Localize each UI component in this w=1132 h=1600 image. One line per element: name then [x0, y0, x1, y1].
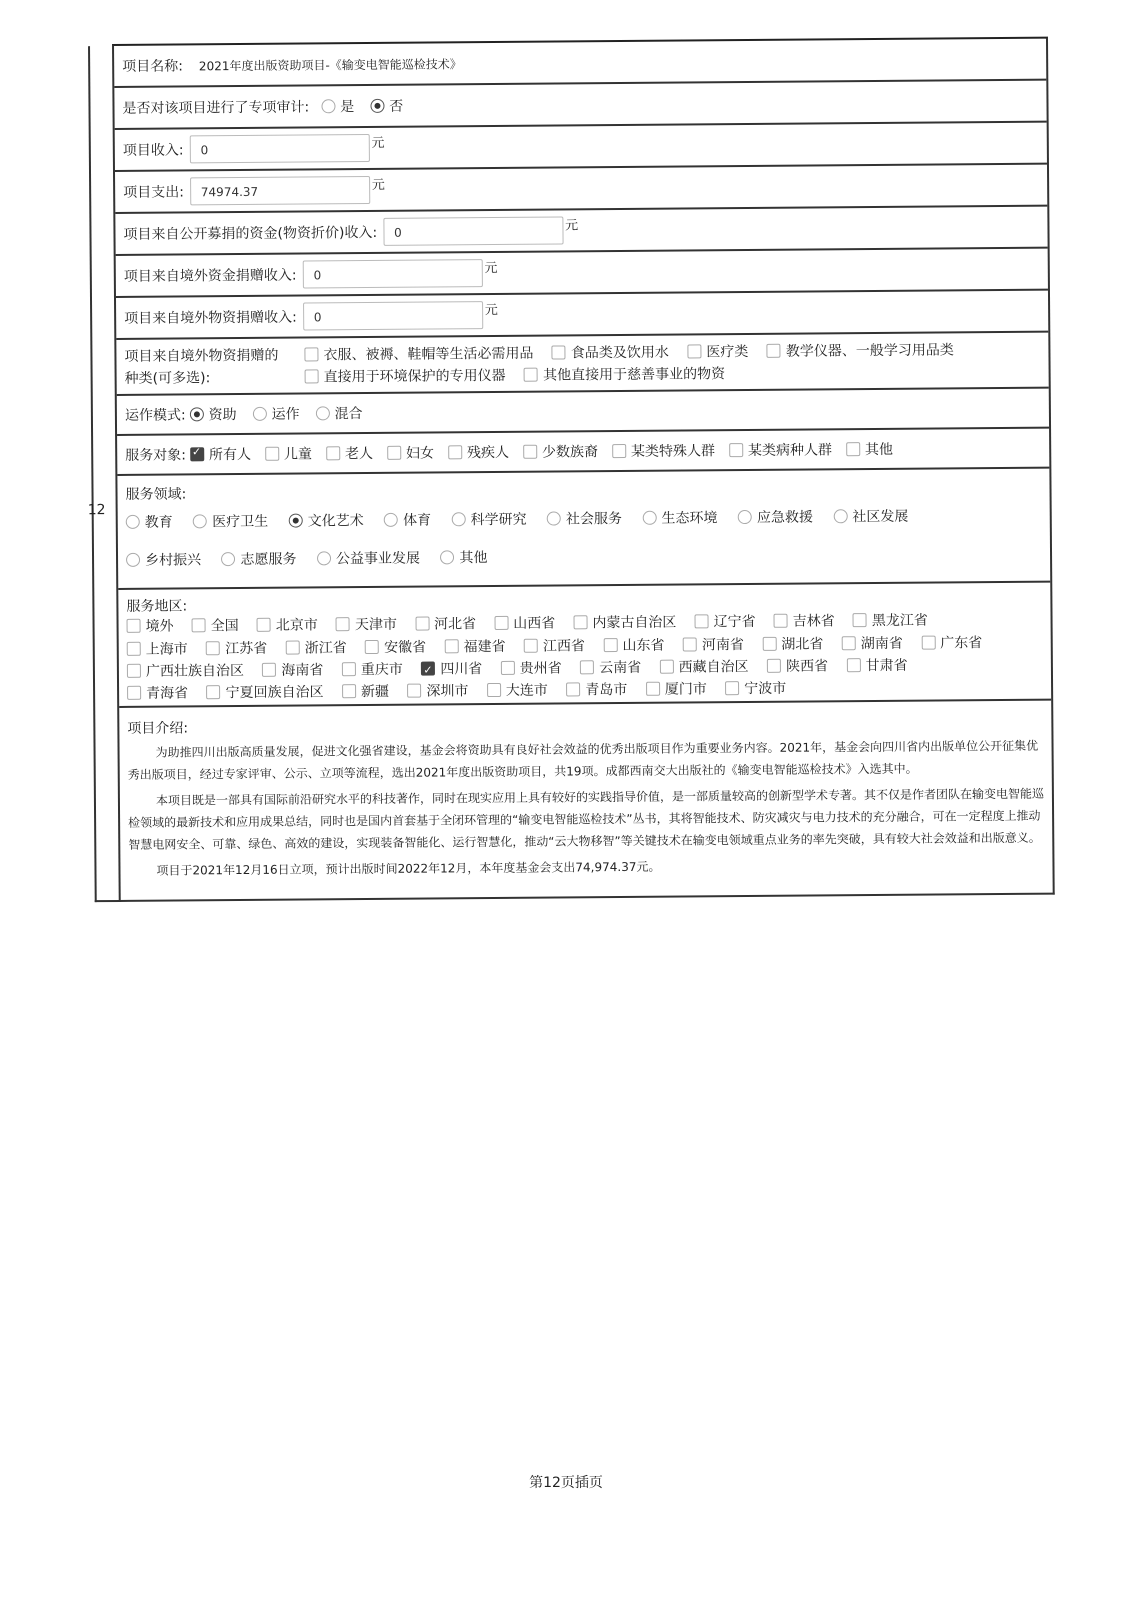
region-option: 吉林省 — [792, 613, 835, 630]
service-target-option: 某类特殊人群 — [630, 443, 715, 460]
service-target-checkbox[interactable] — [846, 442, 860, 456]
income-row — [115, 123, 1047, 172]
region-option: 山东省 — [622, 637, 665, 655]
intro-paragraph-1: 为助推四川出版高质量发展，促进文化强省建设，基金会将资助具有良好社会效益的优秀出版项目作为重要业务内容。2021年，基金会向四川省内出版单位公开征集优秀出版项目，经过专家评审、公示、立项等流程，选出2021年度出版资助项目，共19项。成都西南交大出版社的《输变电智能巡检技术》入选其中。 — [127, 738, 1039, 782]
region-checkbox[interactable] — [415, 617, 429, 631]
region-checkbox[interactable] — [842, 636, 856, 650]
region-option: 境外 — [145, 618, 174, 635]
service-field-radio[interactable] — [642, 511, 656, 525]
operation-mode-radio[interactable] — [316, 406, 330, 420]
region-option: 四川省 — [440, 661, 483, 678]
region-checkbox[interactable] — [524, 639, 538, 653]
goods-type-checkbox[interactable] — [524, 368, 538, 382]
region-checkbox[interactable] — [257, 618, 271, 632]
income-input[interactable]: 0 — [189, 134, 369, 163]
service-field-radio[interactable] — [738, 510, 752, 524]
goods-type-label-line1: 项目来自境外物资捐赠的 — [124, 347, 279, 365]
region-option: 广东省 — [940, 635, 983, 652]
operation-mode-radio[interactable] — [190, 407, 204, 421]
public-fund-label: 项目来自公开募捐的资金(物资折价)收入: — [123, 224, 378, 243]
service-field-option: 应急救援 — [756, 509, 813, 526]
region-checkbox[interactable] — [206, 685, 220, 699]
foreign-goods-label: 项目来自境外物资捐赠收入: — [124, 309, 297, 327]
intro-paragraph-2: 本项目既是一部具有国际前沿研究水平的科技著作，同时在现实应用上具有较好的实践指导价值，是一部质量较高的创新型学术专著。其不仅是作者团队在输变电智能巡检领域的最新技术和应用成果总结，同时也是国内首套基于全闭环管理的“输变电智能巡检技术”丛书，其将智能技术、防灾减灾与电力技术的充分融合，可在一定程度上推动智慧电网安全、可靠、绿色、高效的建设，实现装备智能化、运行智慧化，推动“云大物移智”等关键技术在输变电领域重点业务的率先突破，具有较大社会效益和出版意义。 — [128, 786, 1044, 852]
service-field-radio[interactable] — [452, 512, 466, 526]
intro-paragraph-3: 项目于2021年12月16日立项，预计出版时间2022年12月，本年度基金会支出74,974.37元。 — [156, 859, 661, 878]
service-field-option: 教育 — [144, 514, 173, 531]
region-option: 深圳市 — [426, 683, 469, 700]
service-field-option: 公益事业发展 — [335, 550, 421, 568]
operation-mode-label: 运作模式: — [124, 407, 186, 424]
foreign-fund-label: 项目来自境外资金捐赠收入: — [123, 267, 297, 285]
region-checkbox[interactable] — [725, 681, 739, 695]
region-checkbox[interactable] — [487, 683, 501, 697]
region-option: 青岛市 — [585, 681, 628, 699]
expense-unit: 元 — [371, 177, 385, 193]
region-checkbox[interactable] — [192, 618, 206, 632]
operation-mode-radio[interactable] — [253, 407, 267, 421]
intro-label: 项目介绍: — [127, 720, 189, 737]
region-checkbox[interactable] — [921, 636, 935, 650]
public-fund-row — [115, 207, 1047, 256]
region-option: 重庆市 — [360, 661, 403, 679]
service-field-radio[interactable] — [193, 514, 207, 528]
service-field-radio[interactable] — [317, 551, 331, 565]
goods-type-label-line2: 种类(可多选): — [124, 370, 211, 387]
region-option: 西藏自治区 — [678, 659, 749, 676]
service-target-checkbox[interactable] — [387, 446, 401, 460]
foreign-fund-input[interactable]: 0 — [302, 259, 482, 288]
operation-mode-option: 混合 — [334, 406, 363, 423]
region-checkbox[interactable] — [262, 663, 276, 677]
operation-mode-option: 运作 — [271, 406, 300, 423]
region-option: 海南省 — [281, 662, 324, 679]
region-option: 江西省 — [542, 638, 586, 655]
region-checkbox[interactable] — [603, 638, 617, 652]
region-checkbox[interactable] — [206, 641, 220, 655]
region-option: 湖南省 — [860, 635, 903, 653]
row-number: 12 — [87, 502, 106, 519]
goods-type-checkbox[interactable] — [767, 344, 781, 358]
region-checkbox[interactable] — [501, 661, 515, 675]
service-field-option: 其他 — [459, 550, 488, 567]
audit-no-label: 否 — [389, 98, 404, 115]
goods-type-option: 直接用于环境保护的专用仪器 — [323, 367, 506, 386]
region-checkbox[interactable] — [127, 686, 141, 700]
goods-type-option: 其他直接用于慈善事业的物资 — [543, 366, 726, 384]
operation-mode-option: 资助 — [208, 407, 237, 424]
region-option: 湖北省 — [781, 636, 824, 653]
service-target-option: 残疾人 — [466, 444, 510, 462]
region-checkbox[interactable] — [580, 660, 594, 674]
page-footer: 第12页插页 — [529, 1475, 603, 1491]
service-field-option: 乡村振兴 — [144, 552, 202, 569]
service-target-option: 老人 — [344, 445, 374, 463]
service-field-radio[interactable] — [289, 514, 303, 528]
region-checkbox[interactable] — [444, 639, 458, 653]
service-target-option: 少数族裔 — [541, 444, 599, 461]
income-unit: 元 — [371, 135, 385, 151]
region-option: 全国 — [210, 618, 239, 635]
service-target-option: 其他 — [864, 441, 893, 459]
income-label: 项目收入: — [122, 142, 184, 159]
region-checkbox[interactable] — [494, 616, 508, 630]
service-field-radio[interactable] — [126, 553, 140, 567]
expense-label: 项目支出: — [123, 184, 184, 201]
region-checkbox[interactable] — [127, 664, 141, 678]
region-checkbox[interactable] — [342, 684, 356, 698]
region-option: 上海市 — [145, 641, 188, 658]
region-checkbox[interactable] — [646, 682, 660, 696]
region-option: 河北省 — [434, 616, 477, 633]
region-checkbox[interactable] — [694, 614, 708, 628]
expense-input[interactable]: 74974.37 — [190, 176, 370, 205]
service-field-radio[interactable] — [126, 515, 140, 529]
region-option: 内蒙古自治区 — [592, 614, 677, 632]
goods-type-checkbox[interactable] — [304, 347, 318, 361]
service-field-option: 科学研究 — [470, 511, 527, 529]
region-checkbox[interactable] — [127, 642, 141, 656]
region-checkbox[interactable] — [660, 660, 674, 674]
region-checkbox[interactable] — [683, 637, 697, 651]
region-checkbox[interactable] — [336, 617, 350, 631]
service-target-option: 儿童 — [283, 446, 313, 463]
service-target-checkbox[interactable] — [612, 444, 626, 458]
service-field-option: 生态环境 — [661, 510, 718, 527]
region-checkbox[interactable] — [573, 615, 587, 629]
service-field-radio[interactable] — [221, 552, 235, 566]
service-field-option: 志愿服务 — [240, 551, 297, 569]
goods-type-option: 教学仪器、一般学习用品类 — [785, 342, 954, 360]
public-fund-unit: 元 — [565, 218, 579, 234]
foreign-goods-input[interactable]: 0 — [303, 301, 483, 330]
service-field-option: 体育 — [403, 512, 432, 529]
service-field-label: 服务领域: — [125, 486, 187, 503]
region-option: 宁夏回族自治区 — [225, 684, 324, 702]
region-option: 云南省 — [599, 659, 642, 677]
region-checkbox[interactable] — [342, 662, 356, 676]
region-option: 江苏省 — [225, 640, 268, 658]
project-name-row — [114, 39, 1046, 88]
service-target-checkbox[interactable] — [729, 443, 743, 457]
service-field-option: 文化艺术 — [307, 513, 364, 530]
region-option: 福建省 — [463, 638, 506, 656]
region-option: 安徽省 — [384, 639, 427, 656]
foreign-fund-unit: 元 — [484, 260, 498, 277]
service-field-option: 社区发展 — [852, 508, 909, 526]
goods-type-option: 医疗类 — [706, 344, 749, 361]
service-target-option: 妇女 — [405, 445, 435, 462]
goods-type-option: 食品类及饮用水 — [570, 344, 669, 362]
region-option: 新疆 — [360, 683, 390, 701]
region-checkbox[interactable] — [566, 682, 580, 696]
region-option: 天津市 — [354, 616, 398, 634]
foreign-fund-row — [116, 249, 1048, 298]
audit-yes-label: 是 — [340, 99, 355, 116]
service-field-options-row2 — [114, 543, 1042, 570]
service-target-checkbox[interactable] — [326, 446, 340, 460]
region-option: 黑龙江省 — [871, 612, 928, 630]
region-option: 北京市 — [275, 617, 318, 634]
service-target-checkbox[interactable] — [190, 447, 204, 461]
foreign-goods-unit: 元 — [484, 302, 498, 319]
service-field-row — [117, 469, 1050, 590]
service-field-option: 社会服务 — [565, 511, 623, 528]
audit-no-radio[interactable] — [370, 99, 384, 113]
project-intro — [119, 701, 1052, 900]
region-option: 贵州省 — [519, 660, 562, 677]
expense-row — [115, 165, 1047, 214]
foreign-goods-row — [116, 291, 1048, 340]
service-field-radio[interactable] — [547, 511, 561, 525]
goods-type-checkbox[interactable] — [687, 344, 701, 358]
service-field-radio[interactable] — [833, 509, 847, 523]
goods-type-option: 衣服、被褥、鞋帽等生活必需用品 — [323, 345, 534, 364]
region-option: 辽宁省 — [713, 613, 756, 631]
goods-type-options-row2 — [295, 361, 959, 388]
service-target-option: 所有人 — [208, 446, 252, 464]
region-checkbox[interactable] — [853, 613, 867, 627]
service-field-options-row1 — [114, 505, 1042, 532]
goods-type-label — [124, 345, 294, 390]
region-checkbox[interactable] — [407, 684, 421, 698]
region-option: 厦门市 — [664, 681, 707, 698]
service-target-checkbox[interactable] — [523, 445, 537, 459]
audit-row — [114, 81, 1046, 130]
service-target-checkbox[interactable] — [265, 447, 279, 461]
service-target-label: 服务对象: — [125, 447, 187, 464]
goods-type-row — [116, 333, 1048, 396]
goods-type-checkbox[interactable] — [552, 345, 566, 359]
audit-label: 是否对该项目进行了专项审计: — [122, 99, 310, 117]
region-checkbox[interactable] — [774, 614, 788, 628]
region-option: 宁波市 — [744, 680, 787, 698]
region-checkbox[interactable] — [421, 661, 435, 675]
project-name-value: 2021年度出版资助项目-《输变电智能巡检技术》 — [198, 56, 462, 73]
service-target-checkbox[interactable] — [448, 445, 462, 459]
region-option: 陕西省 — [786, 658, 829, 675]
service-region-label: 服务地区: — [126, 598, 188, 615]
service-field-radio[interactable] — [440, 550, 454, 564]
region-checkbox[interactable] — [127, 619, 141, 633]
region-option: 广西壮族自治区 — [145, 662, 244, 680]
service-region-row — [118, 583, 1051, 708]
region-option: 山西省 — [513, 615, 556, 632]
project-name-label: 项目名称: — [122, 58, 183, 75]
public-fund-input[interactable]: 0 — [383, 216, 563, 245]
region-option: 大连市 — [505, 682, 548, 699]
service-field-option: 医疗卫生 — [212, 513, 269, 531]
region-checkbox[interactable] — [365, 640, 379, 654]
region-checkbox[interactable] — [767, 659, 781, 673]
audit-yes-radio[interactable] — [321, 99, 335, 113]
goods-type-checkbox[interactable] — [305, 369, 319, 383]
service-target-option: 某类病种人群 — [747, 442, 832, 460]
region-checkbox[interactable] — [762, 637, 776, 651]
region-checkbox[interactable] — [846, 658, 860, 672]
region-option: 青海省 — [146, 685, 189, 702]
project-form — [87, 37, 1055, 902]
region-checkbox[interactable] — [286, 641, 300, 655]
service-field-radio[interactable] — [384, 513, 398, 527]
region-option: 浙江省 — [304, 640, 347, 657]
region-option: 甘肃省 — [865, 657, 908, 675]
region-option: 河南省 — [701, 637, 744, 654]
